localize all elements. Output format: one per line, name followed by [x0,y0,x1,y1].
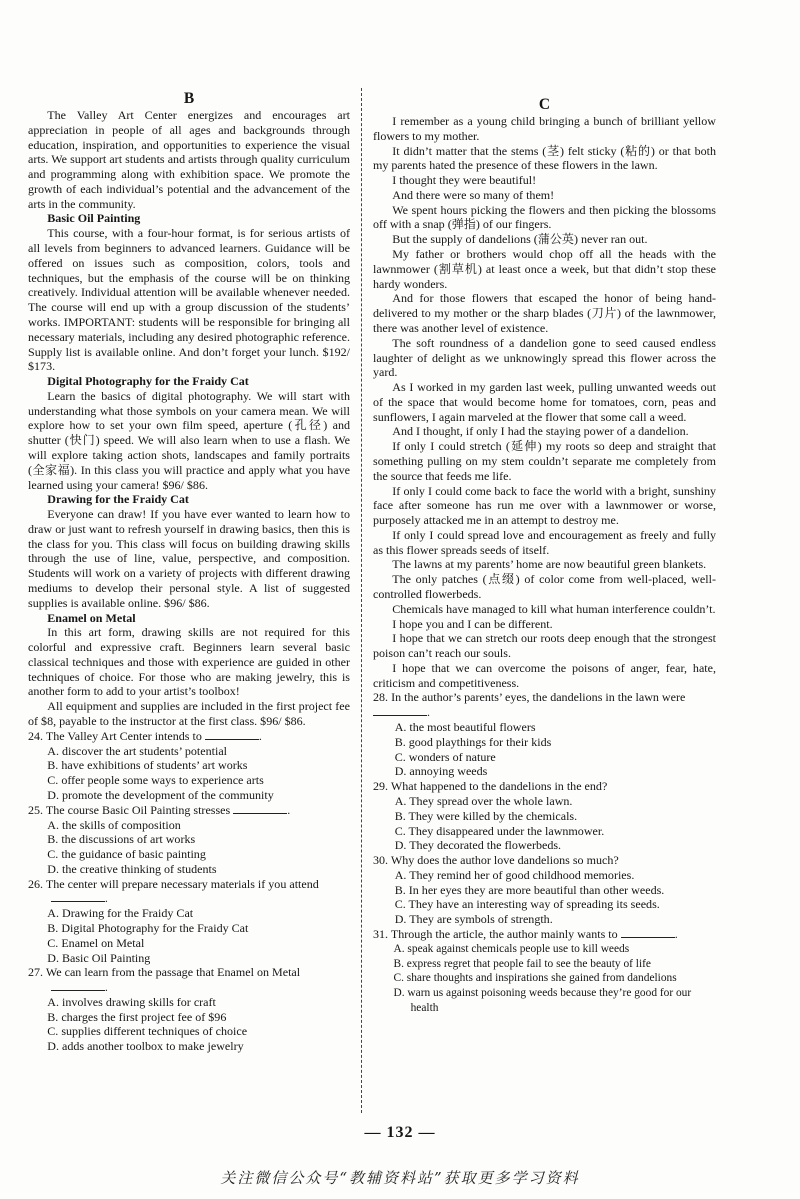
option-d: D. Basic Oil Painting [47,950,151,965]
section-c-paragraph: The only patches (点缀) of color come from well-placed, well-controlled flowerbeds. [373,572,716,601]
option-a: A. Drawing for the Fraidy Cat [47,906,194,921]
question-stem: 25. The course Basic Oil Painting stresses [28,802,231,817]
course-body-digital-photography: Learn the basics of digital photography. We will start with understanding what those symbols on your camera mean. We will explore how to set your own film speed, aperture (孔径) and shutter (快门) speed. We will also learn when to use a flash. We will explore taking action shots, landscapes and family portraits (全家福). In this class you will practice and apply what you have learned using your camera! $96/ $86. [28,388,350,492]
section-c-paragraph: It didn’t matter that the stems (茎) felt sticky (粘的) or that both my parents hated the presence of these flowers in the lawn. [373,143,716,173]
section-c-paragraph: And there were so many of them! [392,187,555,202]
answer-blank [51,981,105,991]
question-stem: 26. The center will prepare necessary materials if you attend [28,876,319,891]
option-d: D. adds another toolbox to make jewelry [47,1039,244,1054]
option-b: B. the discussions of art works [47,832,196,847]
question-end-mark: . [258,728,262,743]
option-c: C. They disappeared under the lawnmower. [394,823,605,838]
option-d: D. They are symbols of strength. [394,912,553,927]
section-c-paragraph: If only I could spread love and encouragement as freely and fully as this flower spreads seeds of itself. [373,527,716,557]
course-title-digital-photography: Digital Photography for the Fraidy Cat [47,374,249,389]
answer-blank [51,892,105,902]
option-c: C. wonders of nature [394,749,496,764]
section-c-paragraph: If only I could stretch (延伸) my roots so deep and straight that something pulling on my stem couldn’t separate me completely from the source that feeds me life. [373,439,716,483]
question-30 [373,853,716,927]
question-stem: 27. We can learn from the passage that Enamel on Metal [28,965,301,980]
question-end-mark: . [104,891,108,906]
answer-blank [373,706,427,716]
option-a: A. discover the art students’ potential [47,743,228,758]
course-body-enamel-fees: All equipment and supplies are included in the first project fee of $8, payable to the instructor at the first class. $96/ $86. [28,699,350,729]
course-body-enamel: In this art form, drawing skills are not required for this colorful and expressive craft. Beginners learn several basic classical techniques and those with experience are guided in other techniques of choice. For those who are making jewelry, this is another form to add to your artist’s toolbox! [28,625,350,699]
option-a: A. speak against chemicals people use to kill weeds [393,942,630,955]
option-b: B. charges the first project fee of $96 [47,1009,227,1024]
section-c-paragraph: And I thought, if only I had the staying power of a dandelion. [392,424,689,439]
option-a: A. involves drawing skills for craft [47,994,216,1009]
option-a: A. They spread over the whole lawn. [394,793,573,808]
option-c: C. share thoughts and inspirations she gained from dandelions [393,972,677,985]
option-c: C. Enamel on Metal [47,935,145,950]
question-28 [373,690,716,779]
question-stem: 28. In the author’s parents’ eyes, the dandelions in the lawn were [373,690,686,705]
answer-blank [205,730,259,740]
section-c-paragraph: The soft roundness of a dandelion gone to seed caused endless laughter of delight as we unknowingly spread this flower across the yard. [373,335,716,380]
option-d: D. the creative thinking of students [47,861,217,876]
column-divider [361,88,362,1113]
question-27 [28,965,350,1054]
option-c: C. the guidance of basic painting [47,847,206,862]
option-c: C. offer people some ways to experience arts [47,773,264,788]
question-29 [373,779,716,853]
section-c-paragraph: If only I could come back to face the world with a bright, sunshiny face after someone has run me over with a lawnmower or worse, purposely attacked me in an attempt to destroy me. [373,483,716,528]
page-number: — 132 — [364,1124,436,1141]
question-end-mark: . [427,705,431,720]
question-stem: 30. Why does the author love dandelions so much? [373,853,619,868]
option-c: C. They have an interesting way of spreading its seeds. [394,897,660,912]
section-c-paragraph: We spent hours picking the flowers and then picking the blossoms off with a snap (弹指) of our fingers. [373,202,716,232]
section-c-paragraph: Chemicals have managed to kill what human interference couldn’t. [392,601,716,616]
question-end-mark: . [674,926,678,941]
question-26 [28,877,350,966]
question-stem: 29. What happened to the dandelions in the end? [373,779,608,794]
answer-blank [233,804,287,814]
right-column [373,90,716,1016]
question-31 [373,927,716,1016]
option-d: D. annoying weeds [394,764,488,779]
course-title-drawing: Drawing for the Fraidy Cat [47,492,189,507]
question-25 [28,803,350,877]
section-c-paragraph: I remember as a young child bringing a bunch of brilliant yellow flowers to my mother. [373,114,716,143]
section-c-paragraph: The lawns at my parents’ home are now beautiful green blankets. [392,557,707,572]
question-stem: 31. Through the article, the author mainly wants to [373,926,618,941]
option-d: D. They decorated the flowerbeds. [394,838,562,853]
footer-note: 关注微信公众号“教辅资料站”获取更多学习资料 [220,1169,580,1187]
section-c-paragraph: I hope that we can overcome the poisons of anger, fear, hate, criticism and competitiveness. [373,660,716,690]
option-b: B. In her eyes they are more beautiful than other weeds. [394,882,665,897]
question-24 [28,729,350,803]
option-a: A. the skills of composition [47,817,181,832]
course-title-enamel: Enamel on Metal [47,610,136,625]
option-b: B. They were killed by the chemicals. [394,808,578,823]
option-a: A. They remind her of good childhood memories. [394,867,635,882]
section-c-letter: C [538,96,551,113]
option-b: B. have exhibitions of students’ art works [47,758,248,773]
course-title-oil-painting: Basic Oil Painting [47,211,141,226]
option-d: D. warn us against poisoning weeds because they’re good for our health [393,987,692,1014]
answer-blank [621,928,675,938]
section-c-paragraph: I hope you and I can be different. [392,616,553,631]
course-body-drawing: Everyone can draw! If you have ever wanted to learn how to draw or just want to refresh yourself in drawing basics, then this is the class for you. This class will focus on building drawing skills through the use of line, value, perspective, and composition. Students will work on a variety of projects with different drawing mediums to develop their personal style. A list of suggested supplies is available online. $96/ $86. [28,507,350,610]
option-a: A. the most beautiful flowers [394,720,536,735]
section-b-letter: B [183,90,195,107]
section-c-paragraph: I thought they were beautiful! [392,173,537,188]
option-c: C. supplies different techniques of choice [47,1024,248,1039]
option-b: B. express regret that people fail to see the beauty of life [393,957,651,970]
course-body-oil-painting: This course, with a four-hour format, is for serious artists of all levels from beginners to advanced learners. Guidance will be offered on issues such as composition, colors, tools and techniques, but the emphasis of the course will be on thinking creatively. Individual attention will be available whenever needed. The course will end up with a group discussion of the students’ works. IMPORTANT: students will be responsible for bringing all necessary materials, including any desired photographic reference. Supply list is available online. And don’t forget your lunch. $192/ $173. [28,226,350,374]
section-c-paragraph: And for those flowers that escaped the honor of being hand-delivered to my mother or the sharp blades (刀片) of the lawnmower, there was another level of existence. [373,291,716,335]
section-c-paragraph: I hope that we can stretch our roots deep enough that the strongest poison can’t reach our souls. [373,631,716,661]
option-b: B. Digital Photography for the Fraidy Cat [47,920,249,935]
question-stem: 24. The Valley Art Center intends to [28,728,202,743]
question-end-mark: . [104,980,108,995]
option-d: D. promote the development of the community [47,787,274,802]
left-column [28,90,350,1054]
section-c-paragraph: As I worked in my garden last week, pulling unwanted weeds out of the space that would become home for tomatoes, corn, peas and sunflowers, I again marveled at the flower that some call a weed. [373,380,716,424]
option-b: B. good playthings for their kids [394,734,552,749]
section-c-paragraph: My father or brothers would chop off all the heads with the lawnmower (割草机) at least once a week, but that didn’t stop these hardy wonders. [373,247,716,291]
question-end-mark: . [287,802,291,817]
section-c-paragraph: But the supply of dandelions (蒲公英) never ran out. [392,232,648,247]
section-b-intro: The Valley Art Center energizes and encourages art appreciation in people of all ages and backgrounds through education, inspiration, and opportunities to experience the visual arts. We support art students and artists through quality curriculum and programming along with exhibition space. We promote the growth of each individual’s potential and the advancement of the arts in the community. [28,108,350,211]
